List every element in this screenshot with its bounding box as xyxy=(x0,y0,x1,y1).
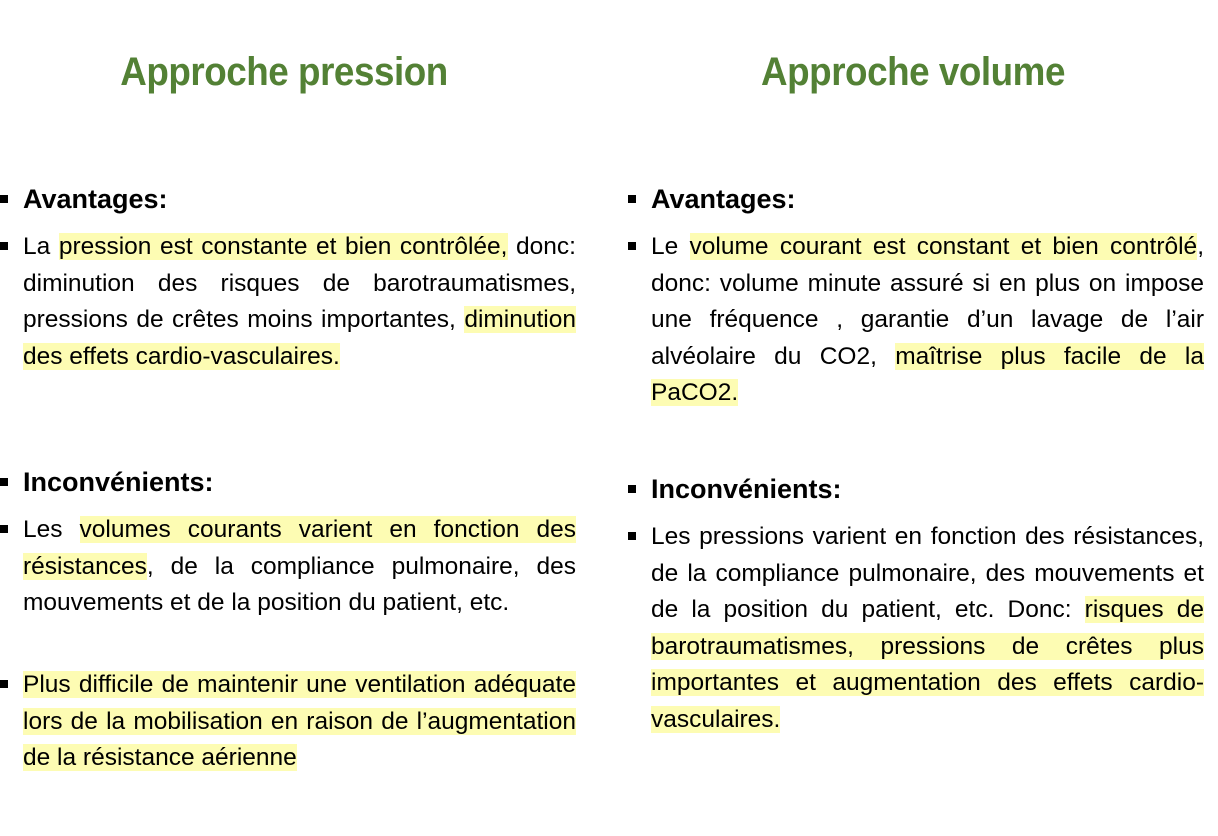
bullet-icon xyxy=(0,478,8,486)
paragraph xyxy=(651,229,1204,412)
bullet-icon xyxy=(0,195,8,203)
paragraph xyxy=(651,519,1204,738)
text-segment: donc: diminution des risques de barotraumatismes, pressions de crêtes moins importantes, xyxy=(23,233,576,333)
text-segment: , donc: volume minute assuré si en plus on impose une fréquence , garantie d’un lavage de l’air alvéolaire du CO2, xyxy=(651,233,1204,370)
bullet-icon xyxy=(628,242,636,250)
column-title: Approche volume xyxy=(761,50,1065,94)
text-segment: Les xyxy=(23,516,80,543)
highlighted-text: risques de barotraumatismes, pressions de crêtes plus importantes et augmentation des effets cardio-vasculaires. xyxy=(651,596,1204,733)
bullet-icon xyxy=(628,532,636,540)
bullet-icon xyxy=(628,195,636,203)
highlighted-text: volumes courants varient en fonction des résistances xyxy=(23,516,576,580)
highlighted-text: maîtrise plus facile de la PaCO2. xyxy=(651,342,1204,406)
bullet-icon xyxy=(628,485,636,493)
bullet-icon xyxy=(0,680,8,688)
highlighted-text: diminution des effets cardio-vasculaires. xyxy=(23,306,576,370)
bullet-icon xyxy=(0,525,8,533)
highlighted-text: pression est constante et bien contrôlée, xyxy=(58,233,508,260)
paragraph xyxy=(23,667,576,777)
text-segment: Les pressions varient en fonction des résistances, de la compliance pulmonaire, des mouvements et de la position du patient, etc. Donc: xyxy=(651,523,1204,623)
paragraph xyxy=(23,229,576,375)
highlighted-text: Plus difficile de maintenir une ventilation adéquate lors de la mobilisation en raison de l’augmentation de la résistance aérienne xyxy=(23,671,576,771)
text-segment: , de la compliance pulmonaire, des mouvements et de la position du patient, etc. xyxy=(23,552,576,616)
paragraph xyxy=(23,512,576,622)
text-segment: Le xyxy=(651,233,690,260)
column-title: Approche pression xyxy=(120,50,448,94)
text-segment: La xyxy=(23,233,59,260)
highlighted-text: volume courant est constant et bien contrôlé xyxy=(689,233,1198,260)
bullet-icon xyxy=(0,242,8,250)
